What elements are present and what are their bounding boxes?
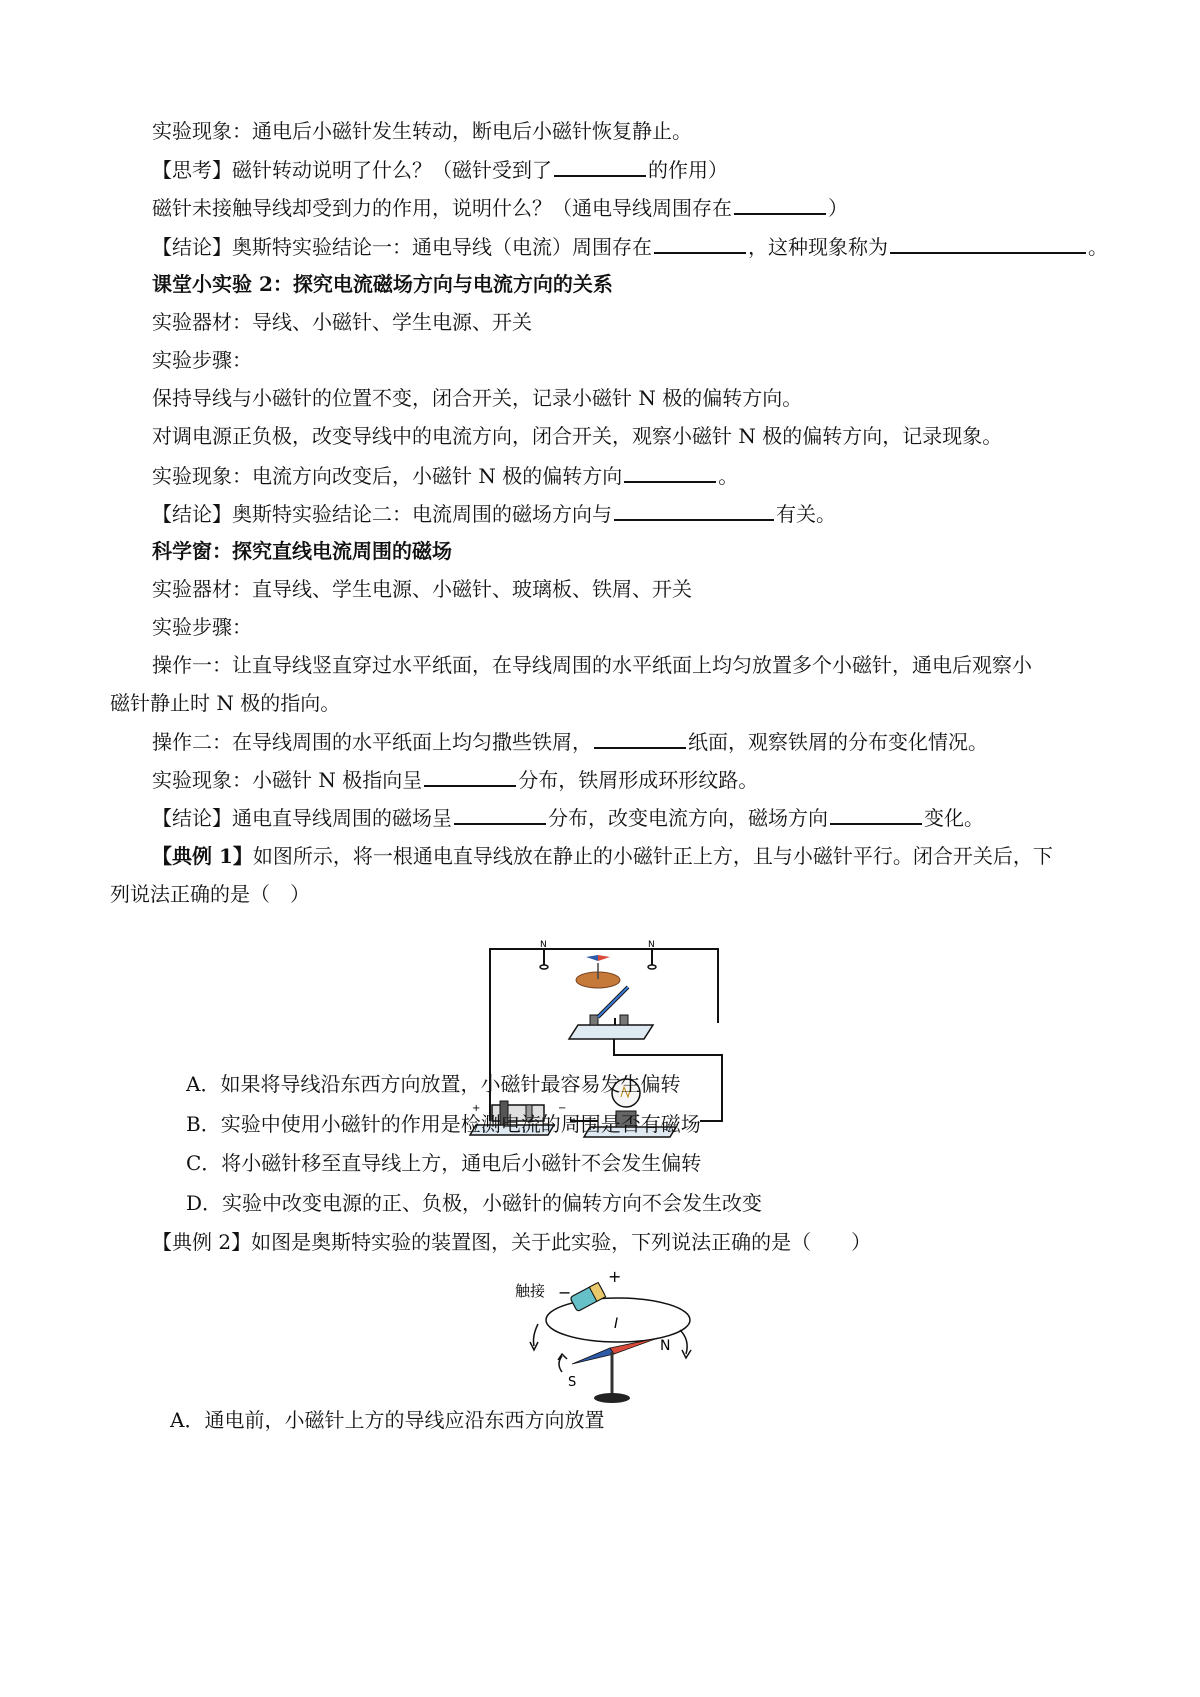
south-label: S (568, 1375, 577, 1390)
option-b: B．实验中使用小磁针的作用是检测电流的周围是否有磁场 (186, 1112, 701, 1136)
text-line: 实验步骤： (152, 348, 252, 372)
answer-blank (890, 232, 1086, 254)
text-line: 实验器材：导线、小磁针、学生电源、开关 (152, 310, 532, 334)
text-line: 对调电源正负极，改变导线中的电流方向，闭合开关，观察小磁针 N 极的偏转方向，记录现象。 (152, 424, 1003, 448)
answer-blank (734, 193, 826, 215)
text-line (152, 193, 848, 222)
text-line (152, 499, 836, 528)
text-seg: 如图所示，将一根通电直导线放在静止的小磁针正上方，且与小磁针平行。闭合开关后，下 (252, 844, 1053, 868)
text-line (152, 461, 738, 490)
pole-label: N (648, 940, 655, 950)
oersted-figure (510, 1268, 710, 1418)
text-seg: 纸面，观察铁屑的分布变化情况。 (688, 730, 988, 754)
text-line: 列说法正确的是（ ） (110, 882, 310, 906)
text-seg: 。 (1088, 235, 1108, 259)
answer-blank (454, 803, 546, 825)
option-c: C．将小磁针移至直导线上方，通电后小磁针不会发生偏转 (186, 1151, 702, 1175)
text-line (152, 765, 758, 794)
compass-needle (576, 955, 620, 988)
text-seg: 【思考】磁针转动说明了什么？（磁针受到了 (152, 158, 552, 182)
example-label: 【典例 1】 (152, 844, 253, 868)
option-d: D．实验中改变电源的正、负极，小磁针的偏转方向不会发生改变 (186, 1191, 763, 1215)
battery-cell (570, 1282, 606, 1311)
text-seg: 【结论】奥斯特实验结论二：电流周围的磁场方向与 (152, 502, 612, 526)
plus-label: + (608, 1267, 622, 1286)
answer-blank (830, 803, 922, 825)
answer-blank (424, 765, 516, 787)
text-line (152, 803, 984, 832)
text-line: 实验现象：通电后小磁针发生转动，断电后小磁针恢复静止。 (152, 119, 692, 143)
text-seg: 实验现象：小磁针 N 极指向呈 (152, 768, 423, 792)
compass-needle (572, 1338, 658, 1403)
option-a: A．通电前，小磁针上方的导线应沿东西方向放置 (170, 1408, 605, 1432)
text-seg: 有关。 (776, 502, 836, 526)
current-label: I (614, 1316, 619, 1332)
text-seg: 实验现象：电流方向改变后，小磁针 N 极的偏转方向 (152, 464, 623, 488)
section-heading: 科学窗：探究直线电流周围的磁场 (152, 539, 452, 563)
switch[interactable] (569, 987, 653, 1039)
text-seg: 磁针未接触导线却受到力的作用，说明什么？（通电导线周围存在 (152, 196, 732, 220)
text-seg: 的作用） (648, 158, 728, 182)
terminal-post (540, 965, 548, 969)
answer-blank (624, 461, 716, 483)
text-seg: 【结论】通电直导线周围的磁场呈 (152, 806, 452, 830)
battery-plus: + (472, 1103, 481, 1114)
text-seg: 分布，铁屑形成环形纹路。 (518, 768, 759, 792)
section-heading: 课堂小实验 2：探究电流磁场方向与电流方向的关系 (152, 272, 613, 296)
terminal-post (648, 965, 656, 969)
text-seg: 变化。 (924, 806, 984, 830)
text-line: 保持导线与小磁针的位置不变，闭合开关，记录小磁针 N 极的偏转方向。 (152, 386, 803, 410)
option-a: A．如果将导线沿东西方向放置，小磁针最容易发生偏转 (186, 1072, 681, 1096)
answer-blank (654, 232, 746, 254)
text-seg: 操作二：在导线周围的水平纸面上均匀撒些铁屑， (152, 730, 592, 754)
text-line: 磁针静止时 N 极的指向。 (110, 691, 341, 715)
pole-label: N (540, 940, 547, 950)
answer-blank (554, 155, 646, 177)
answer-blank (594, 727, 686, 749)
right-arrow-icon (680, 1330, 687, 1354)
text-line: 【典例 2】如图是奥斯特实验的装置图，关于此实验，下列说法正确的是（ ） (152, 1230, 872, 1254)
touch-label: 触接 (515, 1282, 546, 1300)
text-seg: 分布，改变电流方向，磁场方向 (548, 806, 828, 830)
text-line: 实验步骤： (152, 615, 252, 639)
text-seg: ） (828, 196, 848, 220)
text-line (152, 727, 988, 756)
text-line (152, 232, 1108, 261)
text-line: 操作一：让直导线竖直穿过水平纸面，在导线周围的水平纸面上均匀放置多个小磁针，通电后观察小 (152, 653, 1032, 677)
text-line (152, 155, 728, 184)
text-line (152, 842, 1053, 870)
north-label: N (660, 1338, 671, 1354)
minus-label: − (558, 1283, 572, 1302)
text-seg: 。 (718, 464, 739, 488)
answer-blank (614, 499, 774, 521)
battery-minus: − (558, 1103, 567, 1114)
text-line: 实验器材：直导线、学生电源、小磁针、玻璃板、铁屑、开关 (152, 577, 692, 601)
text-seg: 【结论】奥斯特实验结论一：通电导线（电流）周围存在 (152, 235, 652, 259)
text-seg: ，这种现象称为 (748, 235, 888, 259)
